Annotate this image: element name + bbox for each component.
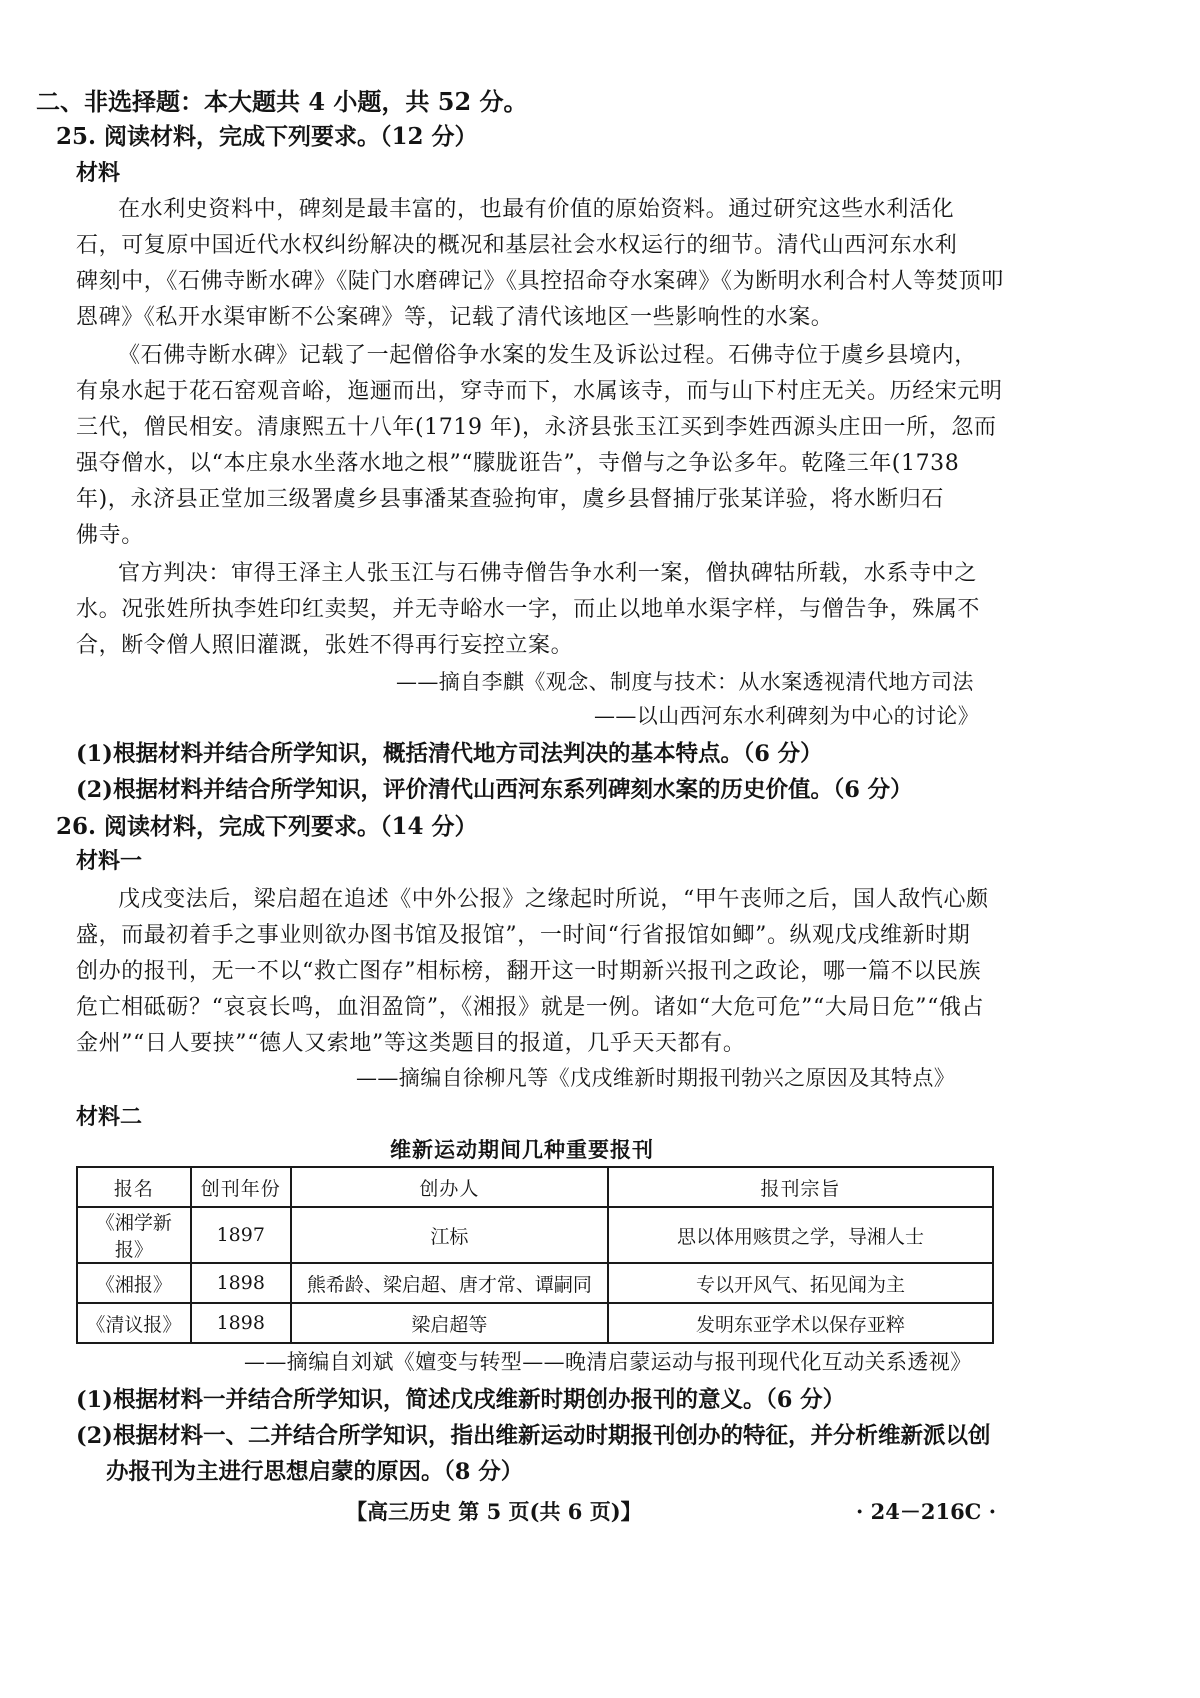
q25-source-1: ——摘自李麒《观念、制度与技术：从水案透视清代地方司法 [396,670,974,694]
q26-line: 盛，而最初着手之事业则欲办图书馆及报馆”，一时间“行省报馆如鲫”。纵观戊戌维新时期 [76,923,971,948]
paper-code: · 24－216C · [856,1499,997,1524]
q25-line: 强夺僧水，以“本庄泉水坐落水地之根”“朦胧诳告”，寺僧与之争讼多年。乾隆三年(1738 [76,451,960,476]
table-header-cell: 创刊年份 [191,1167,291,1207]
table-cell: 1898 [191,1303,291,1343]
q26-subquestion-2-cont: 办报刊为主进行思想启蒙的原因。（8 分） [106,1459,524,1485]
q25-line: 碑刻中，《石佛寺断水碑》《陡门水磨碑记》《具控招命夺水案碑》《为断明水利合村人等焚顶叩 [76,269,1004,294]
table-cell: 1898 [191,1263,291,1303]
q26-line: 危亡相砥砺？“哀哀长鸣，血泪盈筒”，《湘报》就是一例。诸如“大危可危”“大局日危”“俄占 [76,995,985,1020]
table-cell: 发明东亚学术以保存亚粹 [608,1303,993,1343]
table-cell: 1897 [191,1207,291,1263]
table-cell: 《湘报》 [77,1263,191,1303]
q25-subquestion-2: (2)根据材料并结合所学知识，评价清代山西河东系列碑刻水案的历史价值。（6 分） [76,777,913,803]
q26-material1-label: 材料一 [76,848,143,874]
table-row [77,1207,993,1263]
table-cell: 专以开风气、拓见闻为主 [608,1263,993,1303]
q25-material-label: 材料 [76,160,121,186]
table-header-cell: 创办人 [291,1167,608,1207]
q25-line: 《石佛寺断水碑》记载了一起僧俗争水案的发生及诉讼过程。石佛寺位于虞乡县境内， [118,343,977,368]
q26-source-1: ——摘编自徐柳凡等《戊戌维新时期报刊勃兴之原因及其特点》 [356,1066,956,1090]
q26-subquestion-2: (2)根据材料一、二并结合所学知识，指出维新运动时期报刊创办的特征，并分析维新派以创 [76,1423,991,1449]
table-header-row [77,1167,993,1207]
table-cell: 思以体用赅贯之学，导湘人士 [608,1207,993,1263]
table-row [77,1303,993,1343]
q25-line: 佛寺。 [76,523,144,548]
page-footer-label: 【高三历史 第 5 页(共 6 页)】 [346,1499,642,1524]
table-cell: 《湘学新报》 [77,1207,191,1263]
q25-line: 水。况张姓所执李姓印红卖契，并无寺峪水一字，而止以地单水渠字样，与僧告争，殊属不 [76,597,981,622]
q25-line: 石，可复原中国近代水权纠纷解决的概况和基层社会水权运行的细节。清代山西河东水利 [76,233,958,258]
q26-line: 金州”“日人要挟”“德人又索地”等这类题目的报道，几乎天天都有。 [76,1031,746,1056]
q26-subquestion-1: (1)根据材料一并结合所学知识，简述戊戌维新时期创办报刊的意义。（6 分） [76,1387,846,1413]
q26-line: 戊戌变法后，梁启超在追述《中外公报》之缘起时所说，“甲午丧师之后，国人敌忾心颇 [118,887,989,912]
q25-line: 合，断令僧人照旧灌溉，张姓不得再行妄控立案。 [76,633,574,658]
q25-subquestion-1: (1)根据材料并结合所学知识，概括清代地方司法判决的基本特点。（6 分） [76,741,823,767]
table-cell: 《清议报》 [77,1303,191,1343]
q25-line: 三代，僧民相安。清康熙五十八年(1719 年)，永济县张玉江买到李姓西源头庄田一所，忽而 [76,415,997,440]
q25-line: 年)，永济县正堂加三级署虞乡县事潘某查验拘审，虞乡县督捕厅张某详验，将水断归石 [76,487,944,512]
q26-line: 创办的报刊，无一不以“救亡图存”相标榜，翻开这一时期新兴报刊之政论，哪一篇不以民族 [76,959,982,984]
newspaper-table [76,1166,994,1344]
q26-material2-label: 材料二 [76,1104,143,1130]
q26-source-2: ——摘编自刘斌《嬗变与转型——晚清启蒙运动与报刊现代化互动关系透视》 [244,1350,972,1374]
q25-line: 官方判决：审得王泽主人张玉江与石佛寺僧告争水利一案，僧执碑牯所载，水系寺中之 [118,561,977,586]
q26-heading: 26. 阅读材料，完成下列要求。（14 分） [56,813,478,840]
q25-line: 有泉水起于花石窑观音峪，迤逦而出，穿寺而下，水属该寺，而与山下村庄无关。历经宋元明 [76,379,1003,404]
table-cell: 熊希龄、梁启超、唐才常、谭嗣同 [291,1263,608,1303]
table-header-cell: 报刊宗旨 [608,1167,993,1207]
q25-line: 恩碑》《私开水渠审断不公案碑》等，记载了清代该地区一些影响性的水案。 [76,305,834,330]
q25-source-2: ——以山西河东水利碑刻为中心的讨论》 [594,704,980,728]
table-header-cell: 报名 [77,1167,191,1207]
section-header: 二、非选择题：本大题共 4 小题，共 52 分。 [36,87,528,116]
table-caption: 维新运动期间几种重要报刊 [390,1137,654,1162]
q25-line: 在水利史资料中，碑刻是最丰富的，也最有价值的原始资料。通过研究这些水利活化 [118,197,955,222]
table-cell: 江标 [291,1207,608,1263]
q25-heading: 25. 阅读材料，完成下列要求。（12 分） [56,123,478,150]
table-row [77,1263,993,1303]
table-cell: 梁启超等 [291,1303,608,1343]
